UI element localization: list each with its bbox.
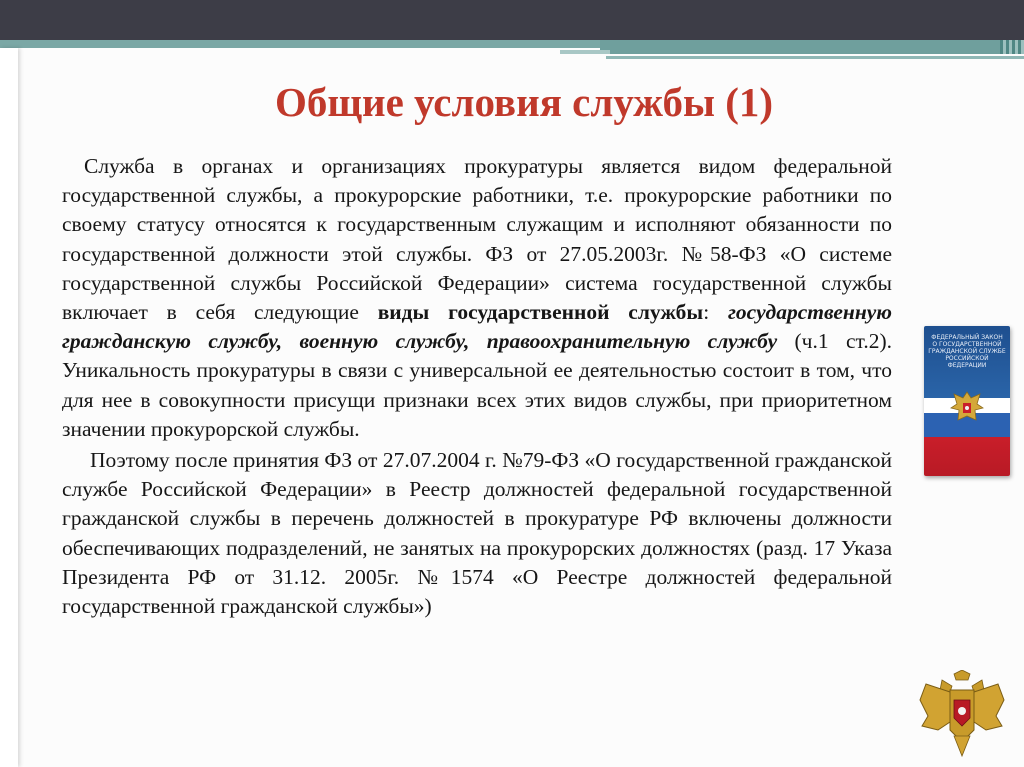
book-cover-title: ФЕДЕРАЛЬНЫЙ ЗАКОН О ГОСУДАРСТВЕННОЙ ГРАЖДАНСКОЙ СЛУЖБЕ РОССИЙСКОЙ ФЕДЕРАЦИИ xyxy=(928,334,1006,369)
left-page-edge xyxy=(0,48,18,767)
header-stripe-decoration xyxy=(1000,40,1024,54)
paragraph-1 xyxy=(62,152,892,444)
header-accent-line xyxy=(560,50,610,54)
paragraph-1-italic-list: государственную гражданскую службу, военную службу, правоохранительную службу xyxy=(62,300,892,354)
header-teal-bar-left xyxy=(0,40,600,48)
paragraph-1-text-b: (ч.1 ст.2). Уникальность прокуратуры в связи с универсальной ее деятельностью состоит в том, что для нее в совокупности присущи признаки всех этих видов службы, при приоритетном значении прокурорской службы. xyxy=(62,329,892,441)
law-book-image xyxy=(924,326,1010,476)
header-teal-bar-right xyxy=(600,40,1024,54)
paragraph-1-colon: : xyxy=(703,300,728,325)
paragraph-1-bold-term: виды государственной службы xyxy=(377,300,704,325)
coat-of-arms-icon xyxy=(916,670,1008,758)
slide-body xyxy=(62,152,892,621)
slide-title: Общие условия службы (1) xyxy=(274,79,774,125)
paragraph-2: Поэтому после принятия ФЗ от 27.07.2004 г. №79-ФЗ «О государственной гражданской службе Российской Федерации» в Реестр должностей федеральной государственной гражданской службы в перечень должностей в прокуратуре РФ включены должности обеспечивающих подразделений, не занятых на прокурорских должностях (разд. 17 Указа Президента РФ от 31.12. 2005г. №1574 «О Реестре должностей федеральной государственной гражданской службы») xyxy=(62,448,892,619)
book-eagle-icon xyxy=(950,388,984,428)
header-dark-bar xyxy=(0,0,1024,40)
paragraph-1-text-a: Служба в органах и организациях прокуратуры является видом федеральной государственной службы, а прокурорские работники, т.е. прокурорские работники по своему статусу относятся к государственным служащим и исполняют обязанности по государственной должности этой службы. ФЗ от 27.05.2003г. №58-ФЗ «О системе государственной службы Российской Федерации» система государственной службы включает в себя следующие xyxy=(62,154,892,325)
header-thin-line xyxy=(606,56,1024,59)
